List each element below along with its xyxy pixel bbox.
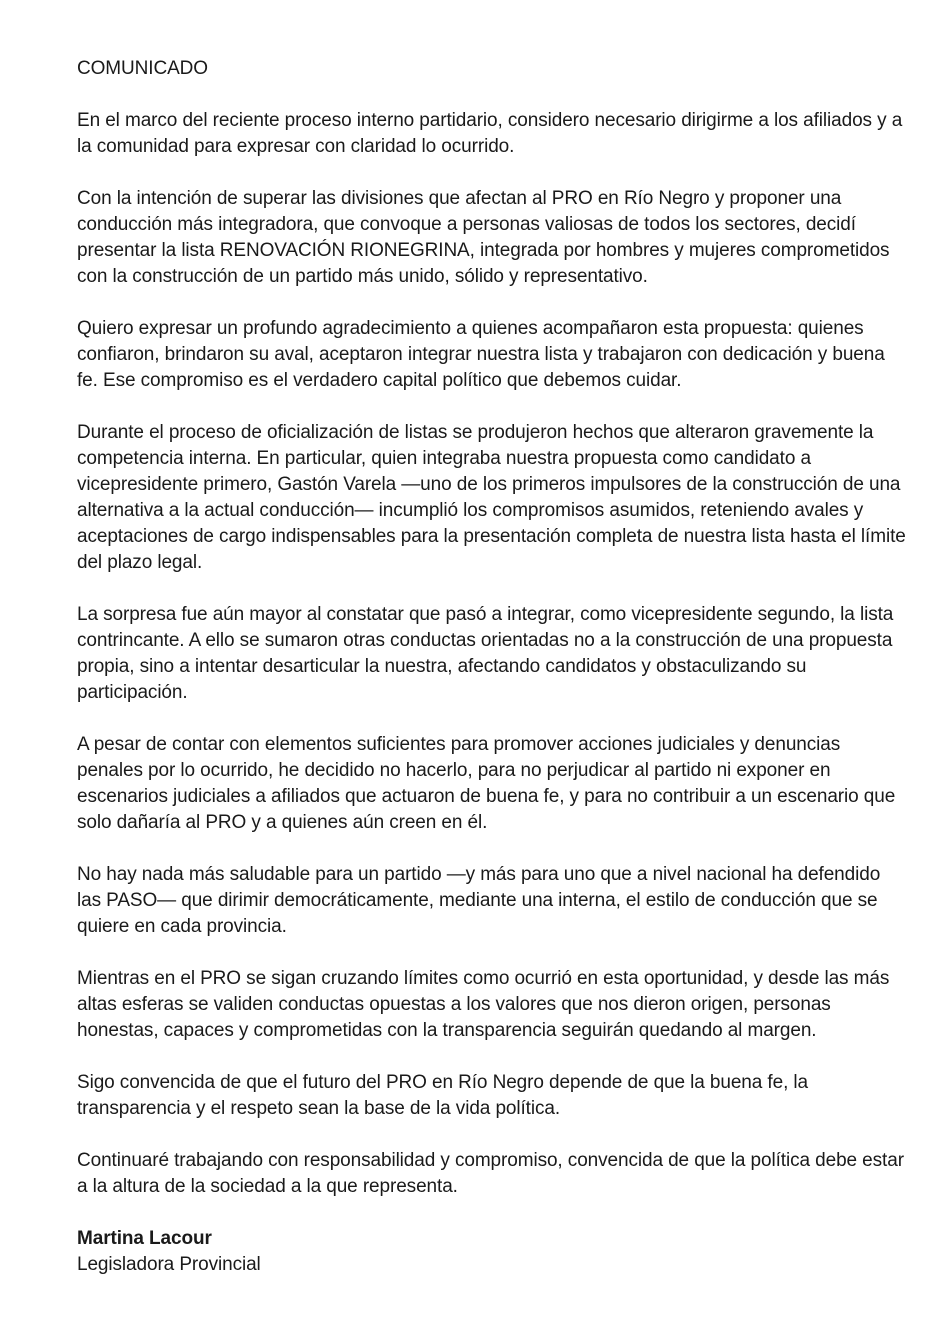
document-heading: COMUNICADO (77, 58, 208, 79)
paragraph-legal-decision: A pesar de contar con elementos suficientes para promover acciones judiciales y denuncias penales por lo ocurrido, he decidido no hacerlo, para no perjudicar al partido ni exponer en escenarios judiciales a afiliados que actuaron de buena fe, y para no contribuir a un escenario que solo dañaría al PRO y a quienes aún creen en él. (77, 734, 896, 833)
paragraph-officialization: Durante el proceso de oficialización de listas se produjeron hechos que alteraron gravemente la competencia interna. En particular, quien integraba nuestra propuesta como candidato a vicepresidente primero, Gastón Varela —uno de los primeros impulsores de la construcción de una alternativa a la actual conducción— incumplió los compromisos asumidos, reteniendo avales y aceptaciones de cargo indispensables para la presentación completa de nuestra lista hasta el límite del plazo legal. (77, 422, 906, 573)
signature-name: Martina Lacour (77, 1228, 212, 1249)
signature-role: Legisladora Provincial (77, 1254, 261, 1275)
signature-block (77, 1226, 907, 1278)
paragraph-surprise: La sorpresa fue aún mayor al constatar que pasó a integrar, como vicepresidente segundo, la lista contrincante. A ello se sumaron otras conductas orientadas no a la construcción de una propuesta propia, sino a intentar desarticular la nuestra, afectando candidatos y obstaculizando su participación. (77, 604, 894, 703)
paragraph-list-presentation: Con la intención de superar las divisiones que afectan al PRO en Río Negro y proponer una conducción más integradora, que convoque a personas valiosas de todos los sectores, decidí presentar la lista RENOVACIÓN RIONEGRINA, integrada por hombres y mujeres comprometidos con la construcción de un partido más unido, sólido y representativo. (77, 188, 890, 287)
paragraph-gratitude: Quiero expresar un profundo agradecimiento a quienes acompañaron esta propuesta: quienes confiaron, brindaron su aval, aceptaron integrar nuestra lista y trabajaron con dedicación y buena fe. Ese compromiso es el verdadero capital político que debemos cuidar. (77, 318, 885, 391)
paragraph-limits: Mientras en el PRO se sigan cruzando límites como ocurrió en esta oportunidad, y desde las más altas esferas se validen conductas opuestas a los valores que nos dieron origen, personas honestas, capaces y comprometidas con la transparencia seguirán quedando al margen. (77, 968, 890, 1041)
paragraph-future: Sigo convencida de que el futuro del PRO en Río Negro depende de que la buena fe, la transparencia y el respeto sean la base de la vida política. (77, 1072, 809, 1119)
paragraph-intro: En el marco del reciente proceso interno partidario, considero necesario dirigirme a los afiliados y a la comunidad para expresar con claridad lo ocurrido. (77, 110, 903, 157)
paragraph-democracy: No hay nada más saludable para un partido —y más para uno que a nivel nacional ha defendido las PASO— que dirimir democráticamente, mediante una interna, el estilo de conducción que se quiere en cada provincia. (77, 864, 881, 937)
document-page (77, 56, 907, 1278)
paragraph-closing: Continuaré trabajando con responsabilidad y compromiso, convencida de que la política debe estar a la altura de la sociedad a la que representa. (77, 1150, 904, 1197)
